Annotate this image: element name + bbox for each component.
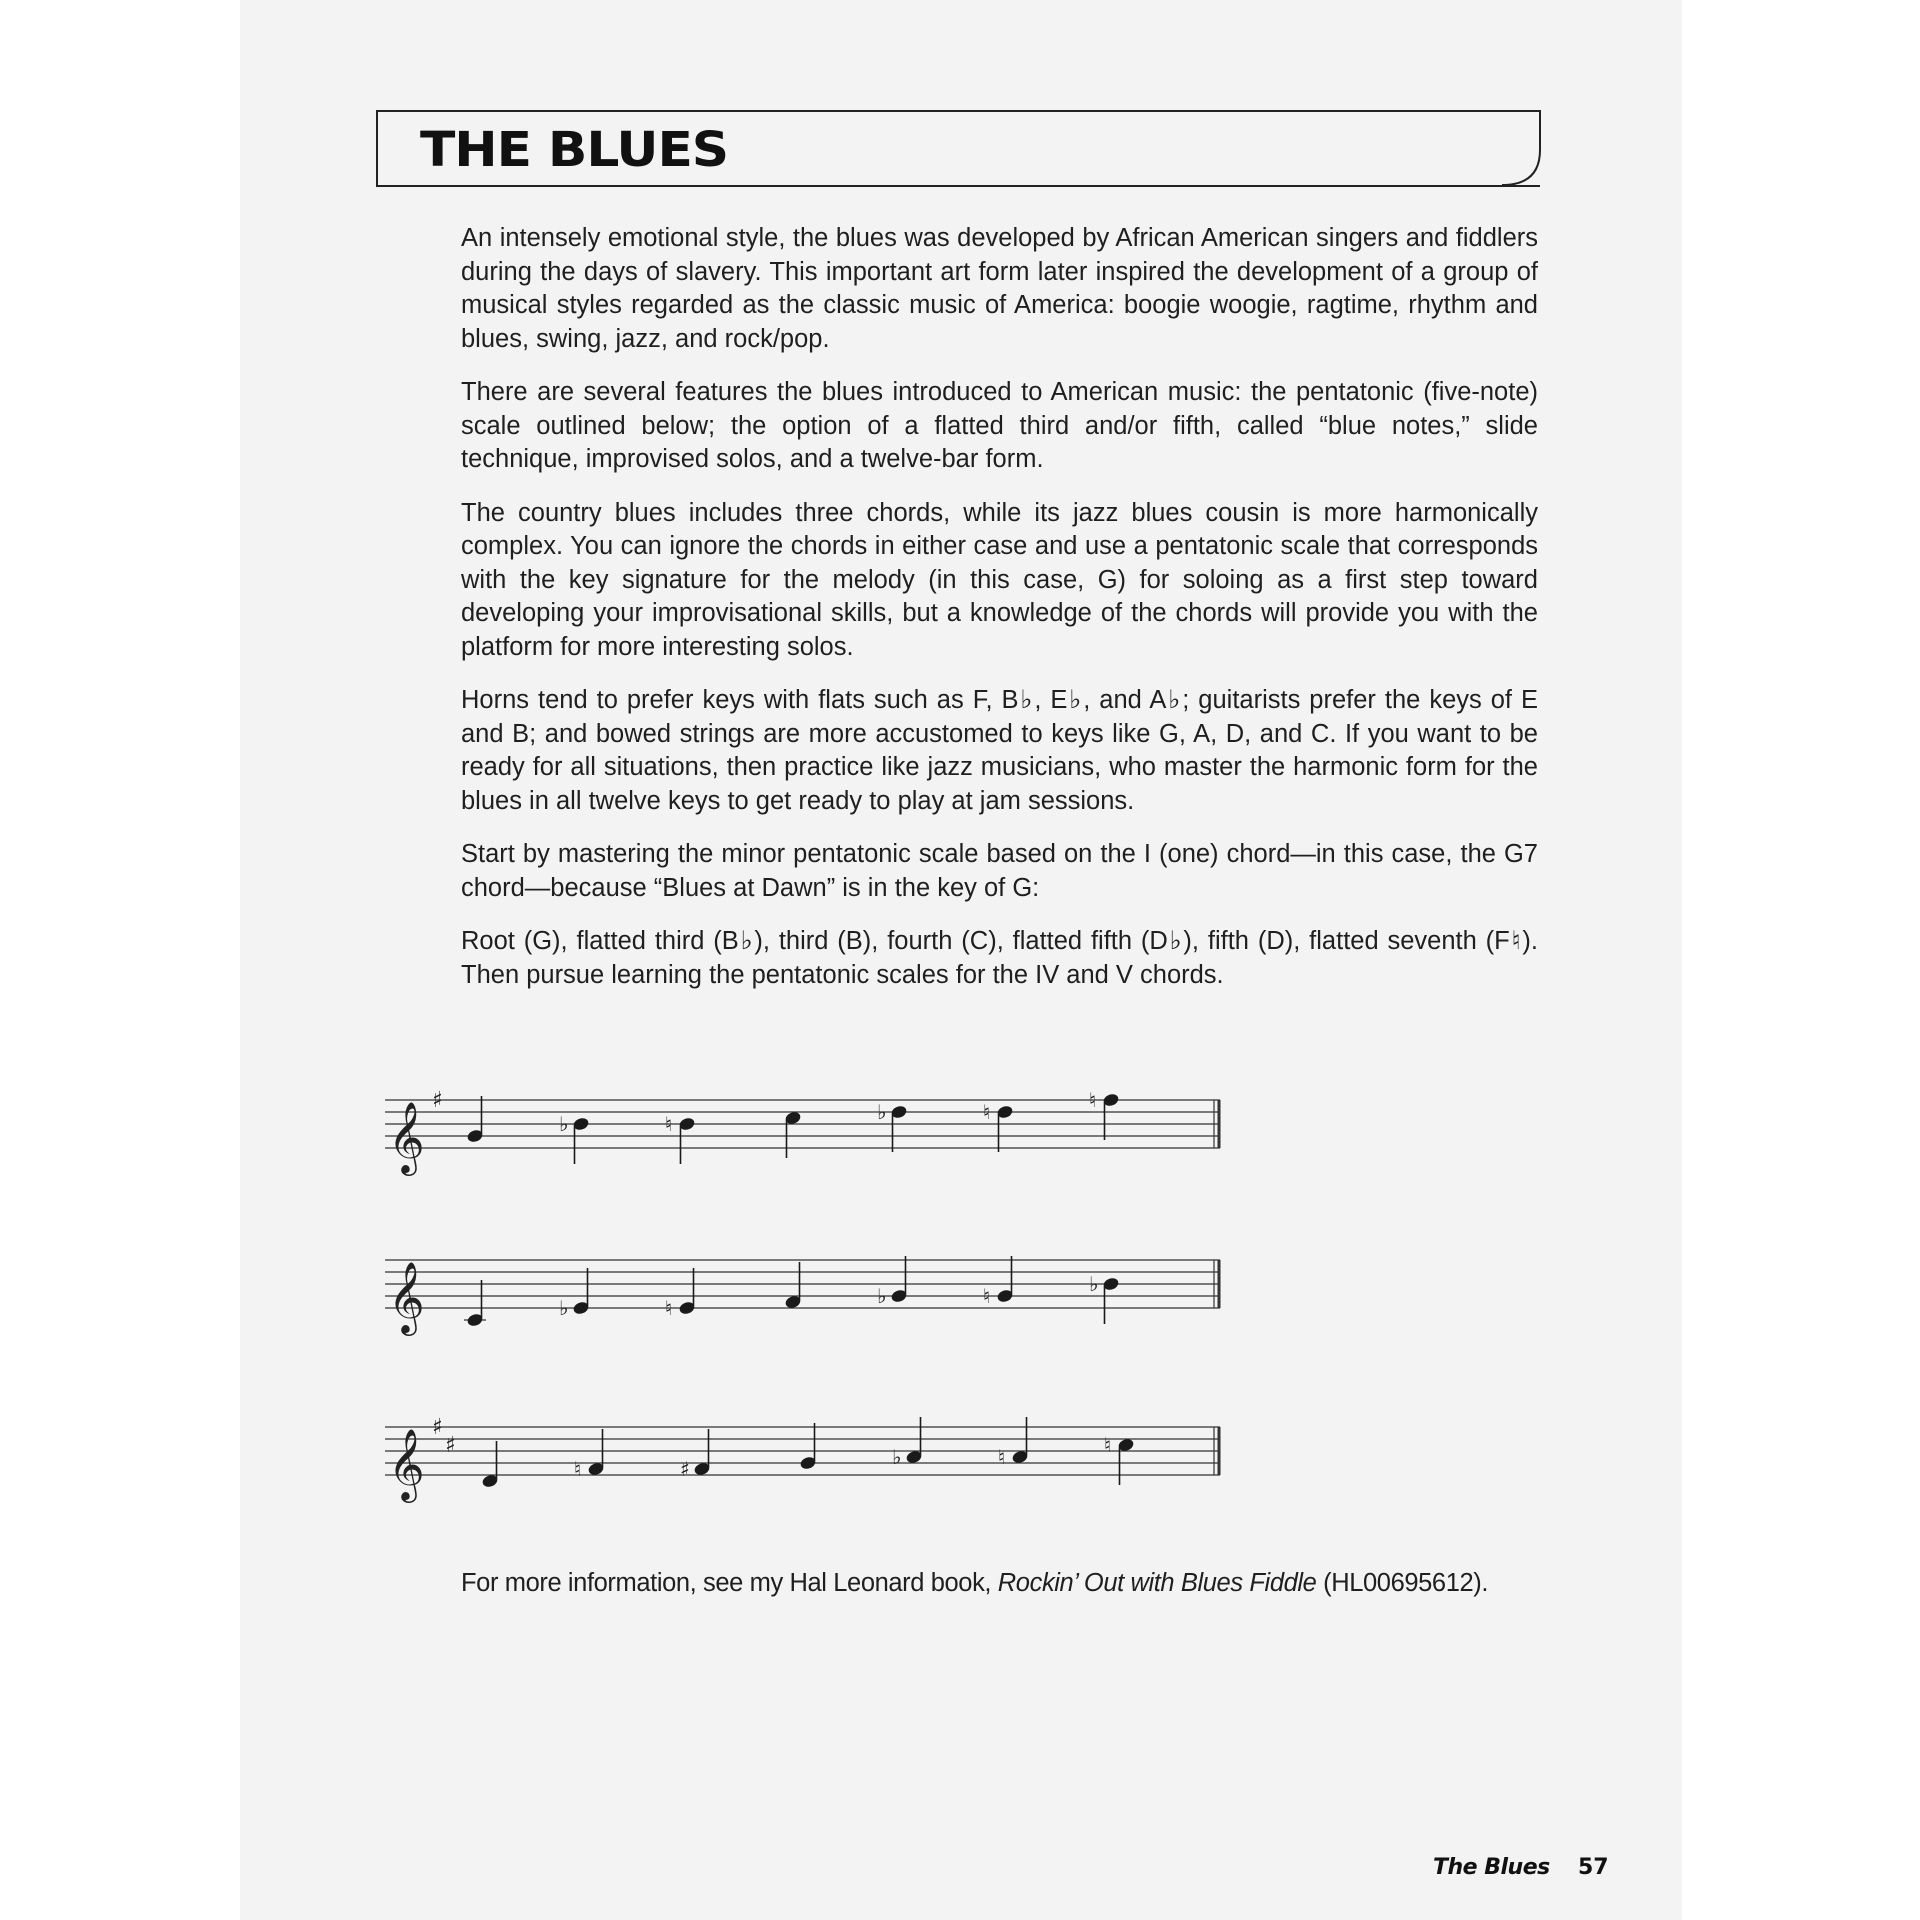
key-signature-sharp: ♯: [432, 1088, 443, 1113]
paragraph: Start by mastering the minor pentatonic scale based on the I (one) chord—in this case, the G7 chord—because “Blues at Dawn” is in the key of G:: [461, 840, 1538, 902]
music-note: [665, 1112, 696, 1164]
flat-accidental-icon: ♭: [1089, 1272, 1099, 1296]
music-staff-1: [380, 1070, 1230, 1180]
staff-svg: [380, 1230, 1230, 1340]
reference-prefix: For more information, see my Hal Leonard book,: [461, 1569, 998, 1597]
natural-accidental-icon: ♮: [1104, 1433, 1112, 1457]
staff-svg: [380, 1070, 1230, 1180]
treble-clef-icon: 𝄞: [388, 1100, 425, 1173]
heading-box-corner: [1502, 110, 1542, 187]
paragraph: There are several features the blues introduced to American music: the pentatonic (five-note) scale outlined below; the option of a flatted third and/or fifth, called “blue notes,” slide technique, improvised solos, and a twelve-bar form.: [461, 378, 1538, 473]
natural-accidental-icon: ♮: [983, 1100, 991, 1124]
heading-box: [376, 110, 1540, 187]
music-note: [983, 1100, 1014, 1152]
natural-accidental-icon: ♮: [983, 1284, 991, 1308]
paragraph: Horns tend to prefer keys with flats such as F, B♭, E♭, and A♭; guitarists prefer the keys of E and B; and bowed strings are more accustomed to keys like G, A, D, and C. If you want to be ready for all situations, then practice like jazz musicians, who master the harmonic form for the blues in all twelve keys to get ready to play at jam sessions.: [461, 686, 1538, 815]
music-note: [784, 1262, 802, 1310]
staff-svg: [380, 1397, 1230, 1507]
music-note: [574, 1429, 605, 1481]
music-note: [1089, 1088, 1120, 1140]
flat-accidental-icon: ♭: [877, 1100, 887, 1124]
paragraph: Root (G), flatted third (B♭), third (B), fourth (C), flatted fifth (D♭), fifth (D), flatted seventh (F♮). Then pursue learning the pentatonic scales for the IV and V chords.: [461, 927, 1538, 989]
music-note: [877, 1100, 908, 1152]
music-note: [784, 1110, 802, 1158]
treble-clef-icon: 𝄞: [388, 1260, 425, 1333]
music-note: [481, 1441, 499, 1489]
flat-accidental-icon: ♭: [559, 1296, 569, 1320]
natural-accidental-icon: ♮: [665, 1296, 673, 1320]
flat-accidental-icon: ♭: [559, 1112, 569, 1136]
running-head: The Blues: [1433, 1855, 1550, 1880]
book-page: [240, 0, 1682, 1920]
music-note: [559, 1268, 590, 1320]
key-signature-sharp: ♯: [432, 1415, 443, 1440]
music-note: [466, 1280, 484, 1328]
music-staff-2: [380, 1230, 1230, 1340]
reference-line: [461, 1569, 1538, 1598]
music-note: [680, 1429, 711, 1481]
body-text: [461, 222, 1538, 1012]
paragraph: An intensely emotional style, the blues was developed by African American singers and fiddlers during the days of slavery. This important art form later inspired the development of a group of musical styles regarded as the classic music of America: boogie woogie, ragtime, rhythm and blues, swing, jazz, and rock/pop.: [461, 224, 1538, 353]
music-note: [799, 1423, 817, 1471]
music-note: [892, 1417, 923, 1469]
natural-accidental-icon: ♮: [665, 1112, 673, 1136]
music-note: [665, 1268, 696, 1320]
music-note: [559, 1112, 590, 1164]
key-signature-sharp: ♯: [445, 1433, 456, 1458]
music-note: [998, 1417, 1029, 1469]
music-note: [1089, 1272, 1120, 1324]
natural-accidental-icon: ♮: [574, 1457, 582, 1481]
paragraph: The country blues includes three chords, while its jazz blues cousin is more harmonically complex. You can ignore the chords in either case and use a pentatonic scale that corresponds with the key signature for the melody (in this case, G) for soloing as a first step toward developing your improvisational skills, but a knowledge of the chords will provide you with the platform for more interesting solos.: [461, 498, 1538, 661]
natural-accidental-icon: ♮: [1089, 1088, 1097, 1112]
natural-accidental-icon: ♮: [998, 1445, 1006, 1469]
treble-clef-icon: 𝄞: [388, 1427, 425, 1500]
music-note: [466, 1096, 484, 1144]
music-note: [983, 1256, 1014, 1308]
page-number: 57: [1578, 1855, 1609, 1880]
book-title: Rockin’ Out with Blues Fiddle: [997, 1569, 1317, 1597]
music-note: [877, 1256, 908, 1308]
flat-accidental-icon: ♭: [892, 1445, 902, 1469]
page-title: THE BLUES: [420, 122, 729, 178]
music-staff-3: [380, 1397, 1230, 1507]
reference-suffix: (HL00695612).: [1316, 1569, 1489, 1597]
sharp-accidental-icon: ♯: [680, 1457, 690, 1481]
flat-accidental-icon: ♭: [877, 1284, 887, 1308]
music-note: [1104, 1433, 1135, 1485]
